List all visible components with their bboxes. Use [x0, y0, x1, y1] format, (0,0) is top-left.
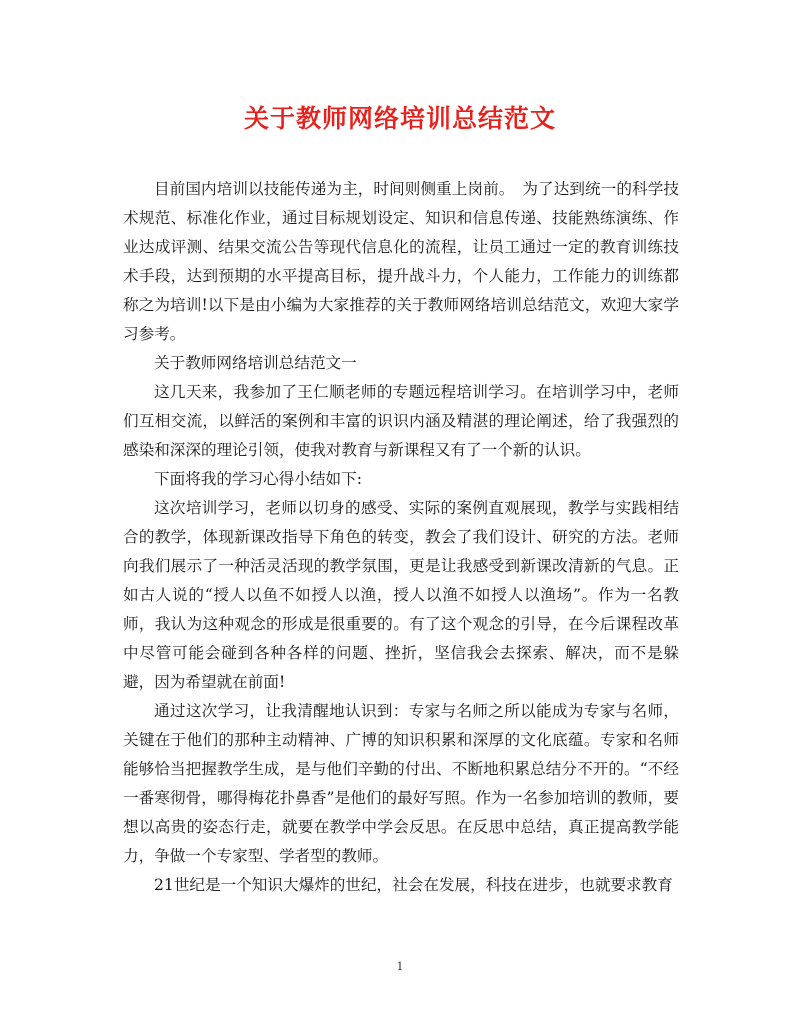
body-paragraph: 21世纪是一个知识大爆炸的世纪，社会在发展，科技在进步，也就要求教育	[154, 876, 673, 894]
document-title: 关于教师网络培训总结范文	[243, 104, 556, 133]
body-paragraph: 这次培训学习，老师以切身的感受、实际的案例直观展现，教学与实践相结合的教学，体现新课改指导下角色的转变，教会了我们设计、研究的方法。老师向我们展示了一种活灵活现的教学氛围，更是让我感受到新课改清新的气息。正如古人说的“授人以鱼不如授人以渔，授人以渔不如授人以渔场”。作为一名教师，我认为这种观念的形成是很重要的。有了这个观念的引导，在今后课程改革中尽管可能会碰到各种各样的问题、挫折，坚信我会去探索、解决，而不是躲避，因为希望就在前面!	[123, 499, 679, 691]
page-number: 1	[396, 960, 404, 973]
body-paragraph: 这几天来，我参加了王仁顺老师的专题远程培训学习。在培训学习中，老师们互相交流，以鲜活的案例和丰富的识识内涵及精湛的理论阐述，给了我强烈的感染和深深的理论引领，使我对教育与新课程又有了一个新的认识。	[123, 383, 679, 459]
body-paragraph: 下面将我的学习心得小结如下:	[154, 470, 362, 488]
document-body	[123, 175, 679, 900]
section-heading: 关于教师网络培训总结范文一	[154, 354, 357, 372]
intro-paragraph: 目前国内培训以技能传递为主，时间则侧重上岗前。 为了达到统一的科学技术规范、标准化作业，通过目标规划设定、知识和信息传递、技能熟练演练、作业达成评测、结果交流公告等现代信息化的流程，让员工通过一定的教育训练技术手段，达到预期的水平提高目标，提升战斗力，个人能力，工作能力的训练都称之为培训!以下是由小编为大家推荐的关于教师网络培训总结范文，欢迎大家学习参考。	[123, 180, 679, 343]
body-paragraph: 通过这次学习，让我清醒地认识到：专家与名师之所以能成为专家与名师，关键在于他们的那种主动精神、广博的知识积累和深厚的文化底蕴。专家和名师能够恰当把握教学生成，是与他们辛勤的付出、不断地积累总结分不开的。“不经一番寒彻骨，哪得梅花扑鼻香”是他们的最好写照。作为一名参加培训的教师，要想以高贵的姿态行走，就要在教学中学会反思。在反思中总结，真正提高教学能力，争做一个专家型、学者型的教师。	[123, 702, 679, 865]
